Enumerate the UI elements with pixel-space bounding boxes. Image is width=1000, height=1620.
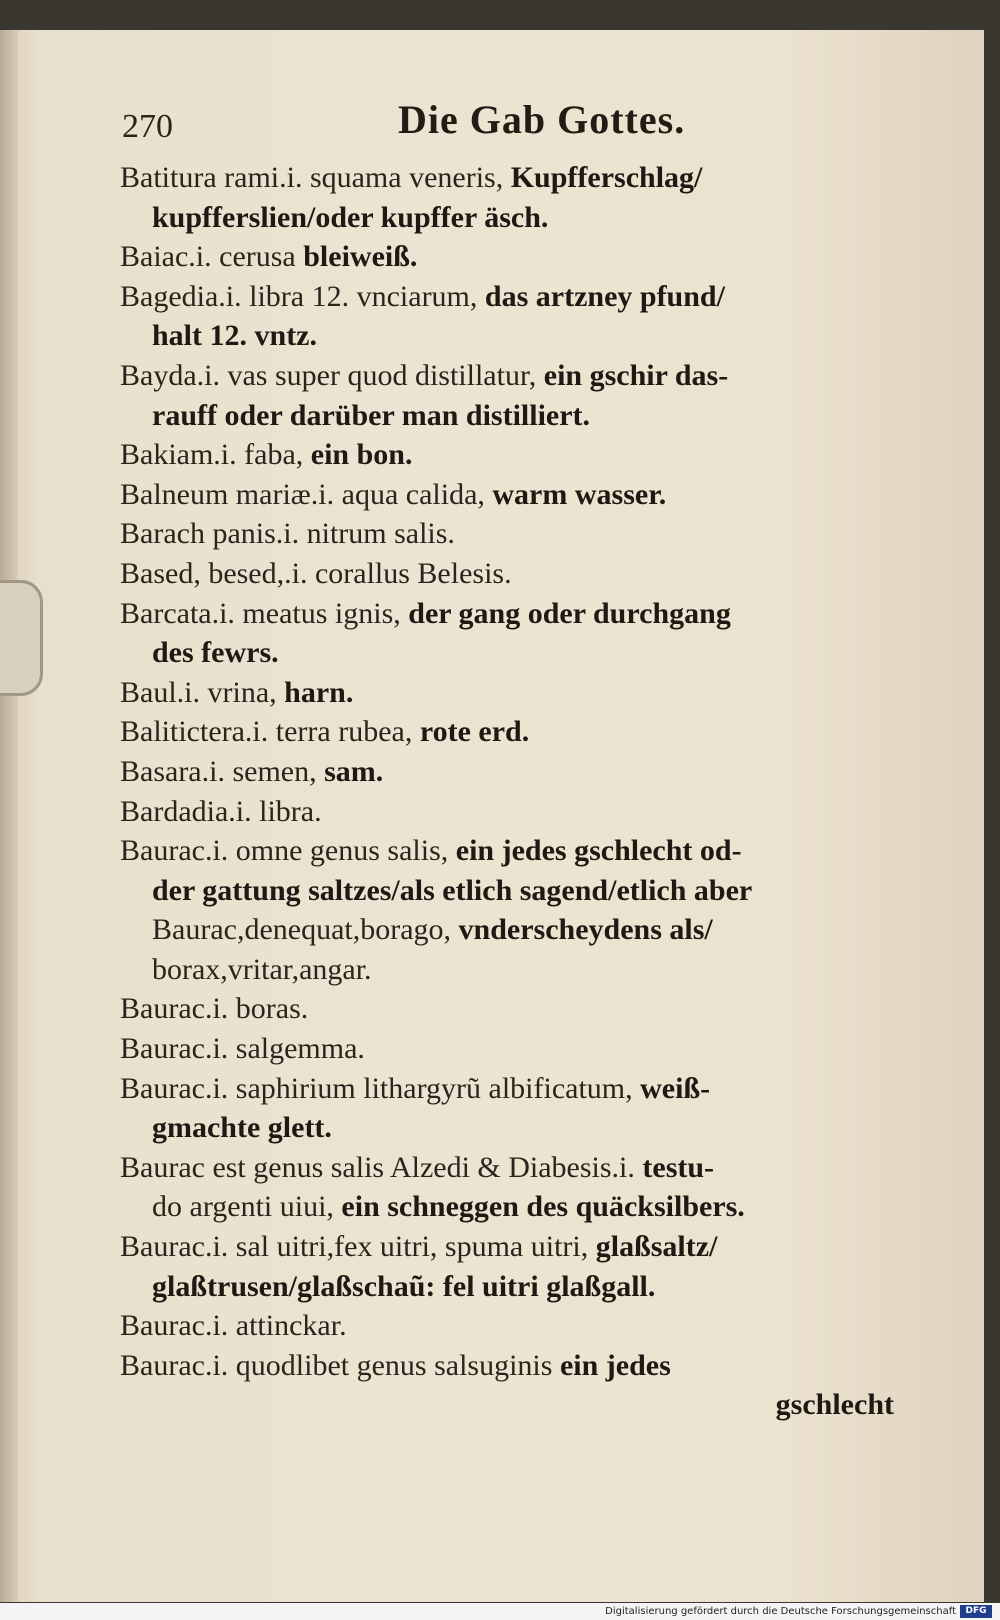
entry-line — [120, 435, 900, 475]
latin-term: Basara.i. semen, — [120, 754, 317, 788]
latin-term: Baurac.i. boras. — [120, 992, 309, 1026]
entry-line — [120, 1227, 900, 1267]
latin-term: Bakiam.i. faba, — [120, 438, 304, 472]
german-gloss: kupfferslien/oder kupffer äsch. — [152, 200, 549, 234]
german-gloss: halt 12. vntz. — [152, 319, 317, 353]
entry-continuation-line — [120, 910, 900, 950]
german-gloss: warm wasser. — [492, 477, 667, 511]
entry-line — [120, 673, 900, 713]
latin-term: Baurac.i. salgemma. — [120, 1032, 365, 1066]
entry-continuation-line — [120, 1187, 900, 1227]
german-gloss: weiß- — [640, 1071, 711, 1105]
latin-term: Barach panis.i. nitrum salis. — [120, 517, 455, 551]
dfg-logo: DFG — [960, 1605, 992, 1618]
book-clasp — [0, 580, 43, 696]
latin-term: do argenti uiui, — [152, 1190, 334, 1224]
german-gloss: ein jedes — [559, 1348, 671, 1382]
german-gloss: Kupfferschlag/ — [510, 161, 703, 194]
german-gloss: des fewrs. — [152, 636, 279, 670]
latin-term: Based, besed,.i. corallus Belesis. — [120, 556, 512, 590]
entry-continuation-line — [120, 1385, 900, 1425]
entry-continuation-line — [120, 1267, 900, 1307]
german-gloss: ein gschir das- — [543, 358, 729, 392]
latin-term: Baul.i. vrina, — [120, 675, 277, 709]
entry-line — [120, 792, 900, 832]
german-gloss: ein schneggen des quäcksilbers. — [341, 1190, 745, 1224]
latin-term: Baiac.i. cerusa — [120, 240, 296, 274]
entry-line — [120, 1148, 900, 1188]
entry-line — [120, 237, 900, 277]
latin-term: borax,vritar,angar. — [152, 952, 372, 986]
latin-term: Batitura rami.i. squama veneris, — [120, 161, 504, 194]
latin-term: Balneum mariæ.i. aqua calida, — [120, 477, 485, 511]
entry-continuation-line — [120, 871, 900, 911]
entry-line — [120, 475, 900, 515]
entry-continuation-line — [120, 396, 900, 436]
german-gloss: ein bon. — [310, 438, 413, 472]
german-gloss: glaßtrusen/glaßschaũ: fel uitri glaßgall. — [152, 1269, 656, 1303]
entry-line — [120, 158, 900, 198]
latin-term: Bagedia.i. libra 12. vnciarum, — [120, 279, 478, 313]
entry-continuation-line — [120, 198, 900, 238]
entry-line — [120, 712, 900, 752]
entry-continuation-line — [120, 1108, 900, 1148]
german-gloss: rote erd. — [419, 715, 530, 749]
latin-term: Baurac.i. sal uitri,fex uitri, spuma uitri, — [120, 1230, 589, 1264]
german-gloss: gmachte glett. — [152, 1111, 332, 1145]
running-head: Die Gab Gottes. — [398, 97, 686, 142]
german-gloss: das artzney pfund/ — [484, 279, 725, 313]
entry-line — [120, 989, 900, 1029]
latin-term: Baurac.i. quodlibet genus salsuginis — [120, 1348, 553, 1382]
entry-continuation-line — [120, 950, 900, 990]
latin-term: Barcata.i. meatus ignis, — [120, 596, 401, 630]
latin-term: Balitictera.i. terra rubea, — [120, 715, 413, 749]
entry-line — [120, 594, 900, 634]
german-gloss: der gattung saltzes/als etlich sagend/etlich aber — [152, 873, 753, 907]
german-gloss: harn. — [284, 675, 354, 709]
german-gloss: vnderscheydens als/ — [458, 913, 713, 947]
latin-term: Bardadia.i. libra. — [120, 794, 322, 828]
entry-line — [120, 1069, 900, 1109]
entry-line — [120, 1346, 900, 1386]
entry-line — [120, 831, 900, 871]
german-gloss: bleiweiß. — [303, 240, 418, 274]
entry-line — [120, 514, 900, 554]
entry-continuation-line — [120, 316, 900, 356]
german-gloss: der gang oder durchgang — [408, 596, 731, 630]
glossary-entries — [120, 158, 900, 1425]
entry-line — [120, 1306, 900, 1346]
entry-line — [120, 752, 900, 792]
latin-term: Baurac.i. saphirium lithargyrũ albificatum, — [120, 1071, 633, 1105]
latin-term: Baurac.i. attinckar. — [120, 1309, 347, 1343]
german-gloss: sam. — [324, 754, 384, 788]
latin-term: Bayda.i. vas super quod distillatur, — [120, 358, 537, 392]
german-gloss: gschlecht — [775, 1388, 894, 1422]
german-gloss: glaßsaltz/ — [595, 1230, 718, 1264]
entry-line — [120, 277, 900, 317]
digitization-footer: Digitalisierung gefördert durch die Deutsche Forschungsgemeinschaft — [0, 1603, 1000, 1620]
page-number: 270 — [122, 108, 173, 145]
german-gloss: testu- — [642, 1150, 715, 1184]
entry-line — [120, 1029, 900, 1069]
entry-continuation-line — [120, 633, 900, 673]
book-spine — [0, 30, 18, 1602]
entry-line — [120, 356, 900, 396]
latin-term: Baurac est genus salis Alzedi & Diabesis.i. — [120, 1150, 635, 1184]
latin-term: Baurac,denequat,borago, — [152, 913, 452, 947]
entry-line — [120, 554, 900, 594]
german-gloss: rauff oder darüber man distilliert. — [152, 398, 591, 432]
german-gloss: ein jedes gschlecht od- — [455, 834, 742, 868]
latin-term: Baurac.i. omne genus salis, — [120, 834, 449, 868]
